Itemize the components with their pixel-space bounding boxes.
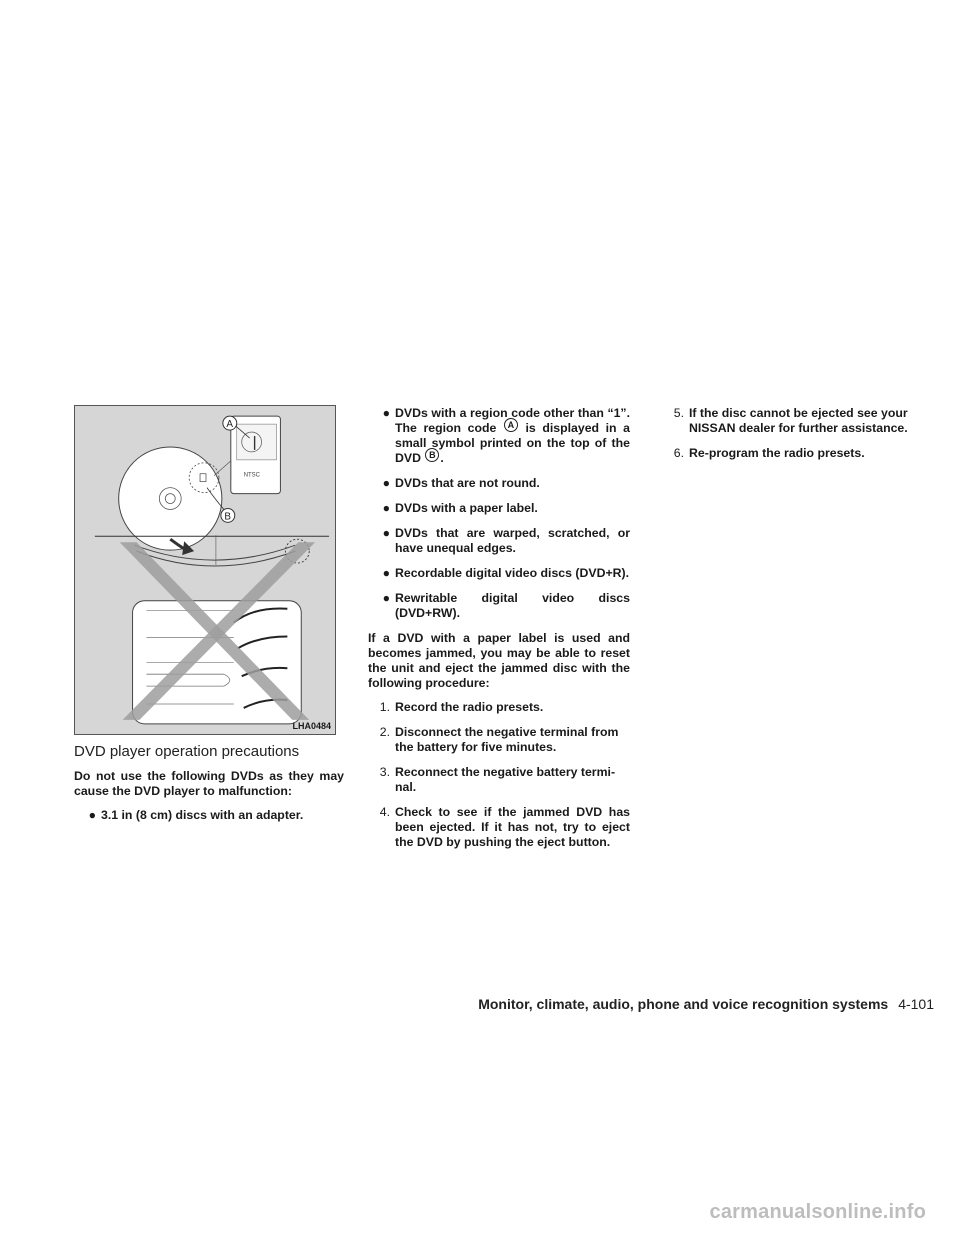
step-text: Record the radio presets.: [395, 700, 544, 714]
dvd-illustration: [75, 406, 335, 734]
list-item: [74, 808, 344, 823]
list-item-text: Recordable digital video discs (DVD+R).: [395, 566, 630, 580]
list-item-text: DVDs with a region code other than “1”. The region code: [395, 406, 630, 435]
step-text: Re-program the radio presets.: [689, 446, 865, 460]
list-item-text: 3.1 in (8 cm) discs with an adapter.: [101, 808, 304, 822]
step-number: 4.: [379, 805, 390, 819]
footer-section-title: Monitor, climate, audio, phone and voice recognition systems: [478, 996, 889, 1012]
bullet-icon: ●: [382, 476, 390, 490]
list-item-text: .: [440, 451, 444, 465]
column-2: [368, 406, 630, 860]
callout-a-badge: A: [504, 418, 518, 432]
list-item-text: Rewritable digital video discs (DVD+RW).: [395, 591, 630, 620]
step-number: 2.: [379, 725, 390, 739]
list-item-text: is displayed in a small symbol printed on the top of the DVD: [395, 421, 630, 465]
step-number: 6.: [673, 446, 684, 460]
step-number: 5.: [673, 406, 684, 420]
step-text: Check to see if the jammed DVD has been ejected. If it has not, try to eject the DVD by pushing the eject button.: [395, 805, 630, 849]
section-title: DVD player operation precautions: [74, 743, 300, 760]
list-item: [368, 501, 630, 516]
column-3: [662, 406, 937, 471]
step-item: [368, 725, 630, 755]
svg-text:NTSC: NTSC: [243, 472, 260, 479]
list-item: [368, 566, 630, 581]
list-item: [368, 406, 630, 466]
step-number: 1.: [379, 700, 390, 714]
column-1: [74, 769, 344, 833]
page-footer: [478, 996, 934, 1012]
bullet-icon: ●: [382, 526, 390, 540]
step-text: Disconnect the negative terminal from the battery for five minutes.: [395, 725, 619, 754]
callout-a-label: A: [226, 419, 233, 431]
step-item: [662, 446, 937, 461]
step-item: [368, 700, 630, 715]
intro-text: Do not use the following DVDs as they may cause the DVD player to malfunction:: [74, 769, 344, 798]
figure-code: LHA0484: [292, 721, 331, 731]
step-item: [662, 406, 937, 436]
list-item: [368, 476, 630, 491]
bullet-icon: ●: [382, 406, 390, 420]
watermark-text: carmanualsonline.info: [709, 1201, 926, 1223]
procedure-intro: If a DVD with a paper label is used and becomes jammed, you may be able to reset the unit and eject the jammed disc with the following procedure:: [368, 631, 630, 690]
list-item-text: DVDs that are not round.: [395, 476, 540, 490]
bullet-icon: ●: [382, 566, 390, 580]
step-item: [368, 805, 630, 850]
list-item: [368, 526, 630, 556]
bullet-icon: ●: [382, 591, 390, 605]
callout-b-badge: B: [425, 448, 439, 462]
step-item: [368, 765, 630, 795]
bullet-icon: ●: [382, 501, 390, 515]
list-item-text: DVDs that are warped, scratched, or have unequal edges.: [395, 526, 630, 555]
step-number: 3.: [379, 765, 390, 779]
list-item: [368, 591, 630, 621]
list-item-text: DVDs with a paper label.: [395, 501, 538, 515]
callout-b-label: B: [224, 511, 231, 523]
bullet-icon: ●: [88, 808, 96, 822]
dvd-figure: [74, 405, 336, 735]
step-text: If the disc cannot be ejected see your NISSAN dealer for further assistance.: [689, 406, 908, 435]
page-number: 4-101: [898, 996, 934, 1012]
step-text: Reconnect the negative battery termi-nal.: [395, 765, 616, 794]
